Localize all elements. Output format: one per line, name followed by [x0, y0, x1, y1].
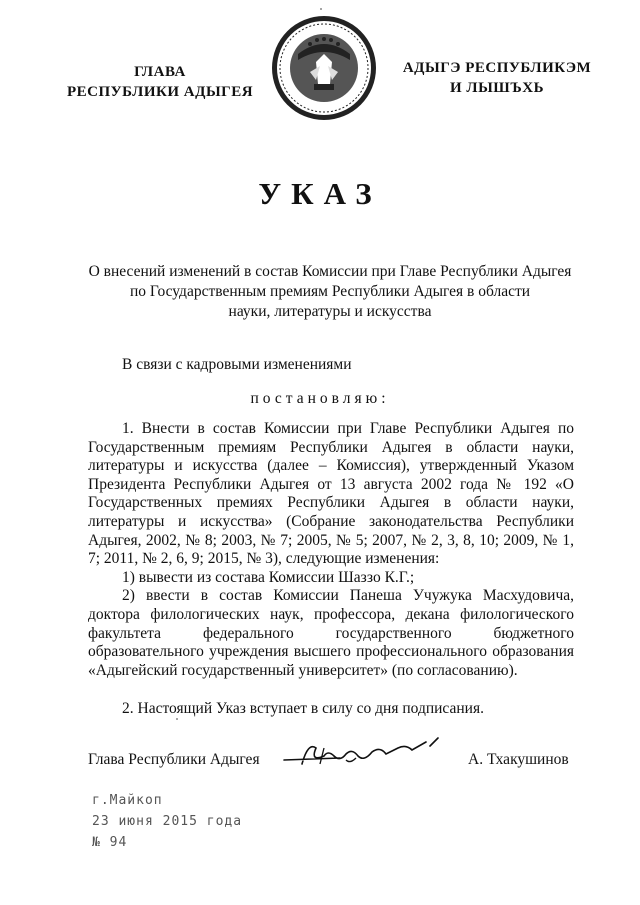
body-paragraph-3: 2) ввести в состав Комиссии Панеша Учужука Масхудовича, доктора филологических наук, профессора, декана филологического факультета федерального государственного бюджетного образовательного учреждения высшего профессионального образования «Адыгейский государственный университет» (по согласованию).	[88, 587, 574, 679]
document-title: УКАЗ	[258, 176, 382, 211]
subject-line2: по Государственным премиям Республики Адыгея в области	[129, 283, 531, 300]
decree-word: постановляю:	[250, 390, 390, 407]
intro-text: В связи с кадровыми изменениями	[122, 356, 352, 373]
stamp-date: 23 июня 2015 года	[92, 814, 243, 829]
header-left-line2: РЕСПУБЛИКИ АДЫГЕЯ	[66, 84, 254, 100]
scan-speck	[320, 8, 322, 10]
header-left	[40, 62, 280, 102]
subject-line1: О внесений изменений в состав Комиссии при Главе Республики Адыгея	[88, 263, 572, 280]
body-paragraph-1: 1. Внести в состав Комиссии при Главе Республики Адыгея по Государственным премиям Республики Адыгея в области науки, литературы и искусства (далее – Комиссия), утвержденный Указом Президента Республики Адыгея от 13 августа 2002 года № 192 «О Государственных премиях Республики Адыгея в области науки, литературы и искусства» (Собрание законодательства Республики Адыгея, 2002, № 8; 2003, № 7; 2005, № 5; 2007, № 2, 3, 8, 10; 2009, № 1, 7; 2011, № 2, 6, 9; 2015, № 3), следующие изменения:	[88, 420, 574, 568]
body-paragraph-2: 1) вывести из состава Комиссии Шаззо К.Г.;	[122, 568, 415, 586]
signatory-position: Глава Республики Адыгея	[88, 751, 260, 768]
header-right	[392, 58, 602, 98]
stamp-number: № 94	[92, 835, 128, 850]
handwritten-signature-icon	[280, 734, 460, 774]
body-paragraph-4: 2. Настоящий Указ вступает в силу со дня подписания.	[122, 700, 484, 718]
stamp-city: г.Майкоп	[92, 793, 163, 808]
subject-line3: науки, литературы и искусства	[228, 303, 432, 320]
header-left-line1: ГЛАВА	[134, 64, 186, 80]
decree-body	[88, 420, 574, 719]
header-right-line1: АДЫГЭ РЕСПУБЛИКЭМ	[402, 60, 592, 76]
header-right-line2: И ЛЫШЪХЬ	[449, 80, 545, 96]
scan-speck	[176, 718, 178, 720]
decree-subject	[60, 262, 600, 322]
coat-of-arms-emblem-icon	[270, 14, 378, 122]
signatory-name: А. Тхакушинов	[468, 751, 569, 768]
issue-stamp	[92, 790, 242, 853]
